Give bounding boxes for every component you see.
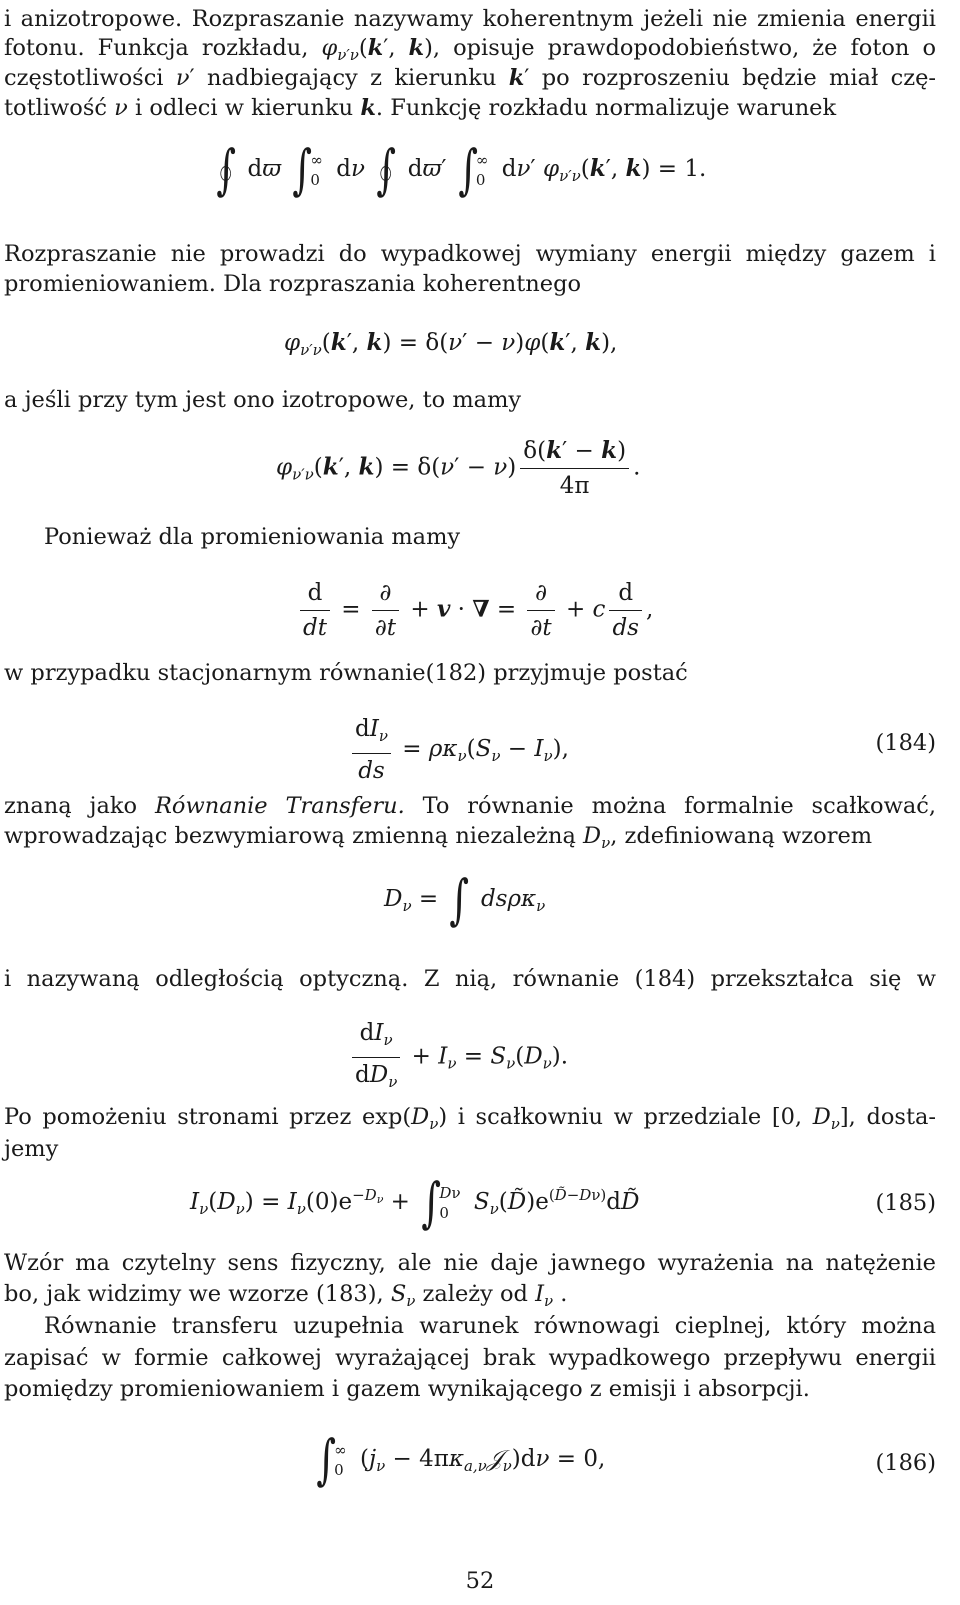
paragraph-1-line-1: i anizotropowe. Rozpraszanie nazywamy koherentnym jeżeli nie zmienia energii xyxy=(4,6,936,32)
paragraph-10-line-2: zapisać w formie całkowej wyrażającej brak wypadkowego przepływu energii xyxy=(4,1345,936,1371)
p6-emphasis: Równanie Transferu. xyxy=(154,793,405,819)
paragraph-1-line-2: fotonu. Funkcja rozkładu, $\varphi_{\nu'\nu}(k'$, k), opisuje prawdopodobieństwo, że foton o xyxy=(4,35,936,64)
equation-185: $I_\nu(D_\nu) = I_\nu(0)e^{-D_\nu}$ + ∫ Dν 0 $S_\nu(D̃)e^{(D̃-D\nu)}dD̃$ xyxy=(190,1171,640,1234)
paragraph-8-line-1: Po pomożeniu stronami przez $\exp(D_\nu)$ i scałkowniu w przedziale [0, $D_\nu$], dosta- xyxy=(4,1104,936,1133)
contour-integral-symbol: ∫ xyxy=(376,138,397,201)
p6-l1-a: znaną jako xyxy=(4,793,138,819)
paragraph-8-line-2: jemy xyxy=(4,1136,59,1162)
p1-l4-c: . Funkcję rozkładu normalizuje warunek xyxy=(375,95,837,121)
p9-l2-c: . xyxy=(560,1281,568,1307)
paragraph-4: Ponieważ dla promieniowania mamy xyxy=(44,524,461,550)
paragraph-1-line-3: częstotliwości ν′ nadbiegający z kierunku k′ po rozproszeniu będzie miał czę- xyxy=(4,65,936,91)
p8-l1-c: ], dosta- xyxy=(839,1104,936,1130)
equation-number-186: (186) xyxy=(875,1450,936,1476)
paragraph-9-line-1: Wzór ma czytelny sens fizyczny, ale nie daje jawnego wyrażenia na natężenie xyxy=(4,1250,936,1276)
equation-184: $\frac{dI_\nu}{ds}$ = $\rho\kappa_\nu(S_\nu - I_\nu)$, xyxy=(348,712,569,788)
p6-l2-a: wprowadzając bezwymiarową zmienną niezależną xyxy=(4,823,576,849)
paragraph-1-line-4: totliwość ν i odleci w kierunku k. Funkcję rozkładu normalizuje warunek xyxy=(4,95,837,121)
p1-l3-c: po rozproszeniu będzie miał czę- xyxy=(541,65,936,91)
equation-coherent: $\varphi_{\nu'\nu}(k'$, k) = δ(ν′ − ν)φ(k′, k), xyxy=(284,329,618,359)
equation-186: ∫ ∞ 0 ($j_\nu$ − $4\pi\kappa_{a,\nu}𝒥_\nu)d\nu = 0$, xyxy=(316,1428,606,1491)
paragraph-9-line-2: bo, jak widzimy we wzorze (183), $S_\nu$ zależy od $I_\nu$ . xyxy=(4,1281,568,1310)
page-number: 52 xyxy=(465,1568,495,1594)
paragraph-6-line-2: wprowadzając bezwymiarową zmienną niezależną $D_\nu$, zdefiniowaną wzorem xyxy=(4,823,873,852)
p6-l2-b: , zdefiniowaną wzorem xyxy=(610,823,873,849)
paragraph-6-line-1 xyxy=(4,791,936,821)
p1-l2-b: opisuje prawdopodobieństwo, że foton o xyxy=(453,35,936,61)
paragraph-7: i nazywaną odległością optyczną. Z nią, równanie (184) przekształca się w xyxy=(4,966,936,992)
paragraph-2-line-2: promieniowaniem. Dla rozpraszania koherentnego xyxy=(4,271,582,297)
equation-optical-depth: $D_\nu$ = ∫ dsρκ$_\nu$ xyxy=(384,868,546,931)
paragraph-2-line-1: Rozpraszanie nie prowadzi do wypadkowej wymiany energii między gazem i xyxy=(4,241,936,267)
p1-l3-a: częstotliwości xyxy=(4,65,164,91)
paragraph-5: w przypadku stacjonarnym równanie(182) przyjmuje postać xyxy=(4,660,688,686)
integral-symbol: ∫ xyxy=(316,1428,336,1491)
integral-symbol: ∫ xyxy=(292,138,313,201)
equation-number-185: (185) xyxy=(875,1190,936,1216)
p1-l4-a: totliwość xyxy=(4,95,107,121)
p9-l2-a: bo, jak widzimy we wzorze (183), xyxy=(4,1281,384,1307)
p1-l4-b: i odleci w kierunku xyxy=(134,95,354,121)
paragraph-3: a jeśli przy tym jest ono izotropowe, to mamy xyxy=(4,387,522,413)
paragraph-10-line-3: pomiędzy promieniowaniem i gazem wynikającego z emisji i absorpcji. xyxy=(4,1376,810,1402)
p1-l3-b: nadbiegający z kierunku xyxy=(207,65,497,91)
p8-l1-b: ) i scałkowniu w przedziale [0, xyxy=(438,1104,803,1130)
equation-normalization: ∫ dϖ ∫ ∞ 0 dν ∫ dϖ′ ∫ ∞ 0 dν′ $\varphi_{\nu'\nu}(k'$, k) = 1. xyxy=(216,138,707,201)
integral-symbol: ∫ xyxy=(457,138,478,201)
equation-number-184: (184) xyxy=(875,730,936,756)
contour-integral-symbol: ∫ xyxy=(216,138,236,201)
integral-symbol: ∫ xyxy=(421,1171,442,1234)
integral-symbol: ∫ xyxy=(449,868,470,931)
p1-l2-a: fotonu. Funkcja rozkładu, xyxy=(4,35,309,61)
p8-l1-a: Po pomożeniu stronami przez exp( xyxy=(4,1104,412,1130)
equation-derivative: $\frac{d}{dt}$ = $\frac{\partial}{\partial t}$ + v · ∇ = $\frac{\partial}{\partial t}$ + c $\frac{d}{ds}$ , xyxy=(296,576,653,645)
equation-transformed: $\frac{dI_\nu}{dD_\nu}$ + $I_\nu = S_\nu(D_\nu)$. xyxy=(348,1016,568,1099)
equation-isotropic: $\varphi_{\nu'\nu}(k'$, k) = δ(ν′ − ν) $\frac{\delta(k' - k)}{4\pi}$ . xyxy=(276,434,640,503)
p6-l1-b: To równanie można formalnie scałkować, xyxy=(422,793,937,819)
paragraph-10-line-1: Równanie transferu uzupełnia warunek równowagi cieplnej, który można xyxy=(44,1313,936,1339)
p9-l2-b: zależy od xyxy=(422,1281,528,1307)
